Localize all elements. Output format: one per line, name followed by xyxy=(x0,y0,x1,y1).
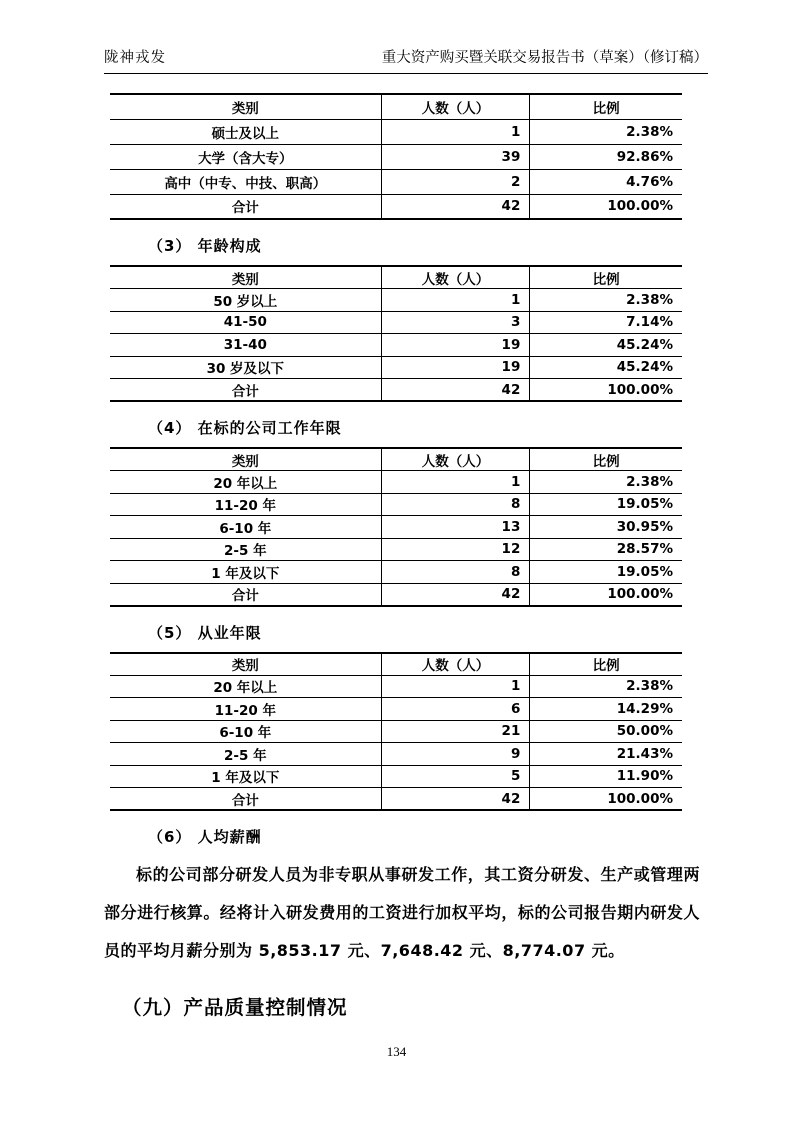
table-cell: 1 xyxy=(381,289,530,312)
table-cell: 8 xyxy=(381,493,530,516)
table-cell: 1 年及以下 xyxy=(110,765,381,788)
table-cell: 21 xyxy=(381,720,530,743)
section-heading-salary: （6） 人均薪酬 xyxy=(148,828,262,846)
table-cell: 50.00% xyxy=(530,720,682,743)
table-cell: 4.76% xyxy=(530,169,682,194)
table-header-row xyxy=(110,653,682,676)
table-cell: 13 xyxy=(381,516,530,539)
table-cell: 合计 xyxy=(231,792,259,809)
section-heading-age: （3） 年龄构成 xyxy=(148,237,262,255)
table-cell: 2.38% xyxy=(530,289,682,312)
table-cell: 50 岁以上 xyxy=(110,289,381,312)
table-row xyxy=(110,675,682,698)
column-header: 类别 xyxy=(110,266,381,289)
table-cell: 100.00% xyxy=(530,379,682,402)
table-cell: 合计 xyxy=(231,588,259,604)
table-row xyxy=(110,356,682,379)
table-cell: 41-50 xyxy=(110,311,381,334)
table-cell: 12 xyxy=(381,538,530,561)
column-header: 比例 xyxy=(530,94,682,119)
table-cell: 42 xyxy=(381,379,530,402)
table-cell: 11-20 年 xyxy=(110,493,381,516)
section-heading-industry-tenure: （5） 从业年限 xyxy=(148,623,262,642)
table-cell: 1 年及以下 xyxy=(110,561,381,584)
table-cell: 2 xyxy=(381,169,530,194)
table-cell: 2-5 年 xyxy=(110,743,381,766)
table-row xyxy=(110,379,682,402)
table-row xyxy=(110,194,682,219)
table-cell: 92.86% xyxy=(530,144,682,169)
table-cell: 21.43% xyxy=(530,743,682,766)
education-table-block xyxy=(110,93,708,220)
table-cell: 硕士及以上 xyxy=(110,119,381,144)
column-header: 人数（人） xyxy=(381,266,530,289)
industry-tenure-table xyxy=(110,652,682,812)
table-cell: 2-5 年 xyxy=(110,538,381,561)
table-cell: 5 xyxy=(381,765,530,788)
table-row xyxy=(110,311,682,334)
section-heading-company-tenure: （4） 在标的公司工作年限 xyxy=(148,419,342,437)
table-cell: 1 xyxy=(381,675,530,698)
company-tenure-table xyxy=(110,447,682,607)
table-row xyxy=(110,583,682,606)
column-header: 比例 xyxy=(530,448,682,471)
table-row xyxy=(110,743,682,766)
table-cell: 9 xyxy=(381,743,530,766)
table-cell: 合计 xyxy=(231,200,259,217)
table-row xyxy=(110,720,682,743)
table-cell: 20 年以上 xyxy=(110,675,381,698)
table-cell: 2.38% xyxy=(530,471,682,494)
table-cell: 30.95% xyxy=(530,516,682,539)
age-structure-table xyxy=(110,265,682,402)
column-header: 类别 xyxy=(110,94,381,119)
table-cell: 42 xyxy=(381,583,530,606)
salary-paragraph: 标的公司部分研发人员为非专职从事研发工作，其工资分研发、生产或管理两部分进行核算。经将计入研发费用的工资进行加权平均，标的公司报告期内研发人员的平均月薪分别为 5,853.17 元、7,648.42 元、8,774.07 元。 xyxy=(104,865,700,960)
table-row xyxy=(110,289,682,312)
table-cell: 11.90% xyxy=(530,765,682,788)
column-header: 类别 xyxy=(110,448,381,471)
table-cell: 100.00% xyxy=(530,583,682,606)
table-header-row xyxy=(110,266,682,289)
table-row xyxy=(110,471,682,494)
education-structure-table xyxy=(110,93,682,220)
table-row xyxy=(110,516,682,539)
table-header-row xyxy=(110,94,682,119)
column-header: 人数（人） xyxy=(381,448,530,471)
table-cell: 2.38% xyxy=(530,675,682,698)
table-cell: 19 xyxy=(381,334,530,357)
table-row xyxy=(110,119,682,144)
column-header: 比例 xyxy=(530,653,682,676)
company-tenure-table-block xyxy=(110,447,708,607)
column-header: 类别 xyxy=(110,653,381,676)
table-row xyxy=(110,561,682,584)
table-cell: 100.00% xyxy=(530,788,682,811)
table-row xyxy=(110,788,682,811)
table-cell: 1 xyxy=(381,119,530,144)
table-cell: 7.14% xyxy=(530,311,682,334)
table-header-row xyxy=(110,448,682,471)
table-cell: 8 xyxy=(381,561,530,584)
header-report-title: 重大资产购买暨关联交易报告书（草案）（修订稿） xyxy=(381,50,708,66)
table-cell: 100.00% xyxy=(530,194,682,219)
age-table-block xyxy=(110,265,708,402)
table-cell: 45.24% xyxy=(530,356,682,379)
table-cell: 42 xyxy=(381,788,530,811)
table-cell: 6-10 年 xyxy=(110,720,381,743)
section-heading-quality-control: （九）产品质量控制情况 xyxy=(122,996,348,1019)
table-cell: 42 xyxy=(381,194,530,219)
industry-tenure-table-block xyxy=(110,652,708,812)
table-cell: 30 岁及以下 xyxy=(110,356,381,379)
header-company-name: 陇神戎发 xyxy=(104,50,166,66)
table-cell: 39 xyxy=(381,144,530,169)
table-cell: 2.38% xyxy=(530,119,682,144)
table-row xyxy=(110,169,682,194)
table-cell: 14.29% xyxy=(530,698,682,721)
table-cell: 19.05% xyxy=(530,493,682,516)
table-cell: 31-40 xyxy=(110,334,381,357)
table-cell: 大学（含大专） xyxy=(110,144,381,169)
table-row xyxy=(110,765,682,788)
table-row xyxy=(110,538,682,561)
running-header xyxy=(104,46,708,74)
table-row xyxy=(110,144,682,169)
table-cell: 28.57% xyxy=(530,538,682,561)
table-cell: 20 年以上 xyxy=(110,471,381,494)
page-number: 134 xyxy=(386,1044,407,1059)
column-header: 比例 xyxy=(530,266,682,289)
table-cell: 6-10 年 xyxy=(110,516,381,539)
table-cell: 19.05% xyxy=(530,561,682,584)
table-row xyxy=(110,334,682,357)
table-cell: 合计 xyxy=(231,383,259,400)
table-cell: 3 xyxy=(381,311,530,334)
table-cell: 11-20 年 xyxy=(110,698,381,721)
table-cell: 6 xyxy=(381,698,530,721)
table-cell: 1 xyxy=(381,471,530,494)
table-cell: 19 xyxy=(381,356,530,379)
table-row xyxy=(110,493,682,516)
table-row xyxy=(110,698,682,721)
column-header: 人数（人） xyxy=(381,94,530,119)
column-header: 人数（人） xyxy=(381,653,530,676)
table-cell: 高中（中专、中技、职高） xyxy=(110,169,381,194)
table-cell: 45.24% xyxy=(530,334,682,357)
